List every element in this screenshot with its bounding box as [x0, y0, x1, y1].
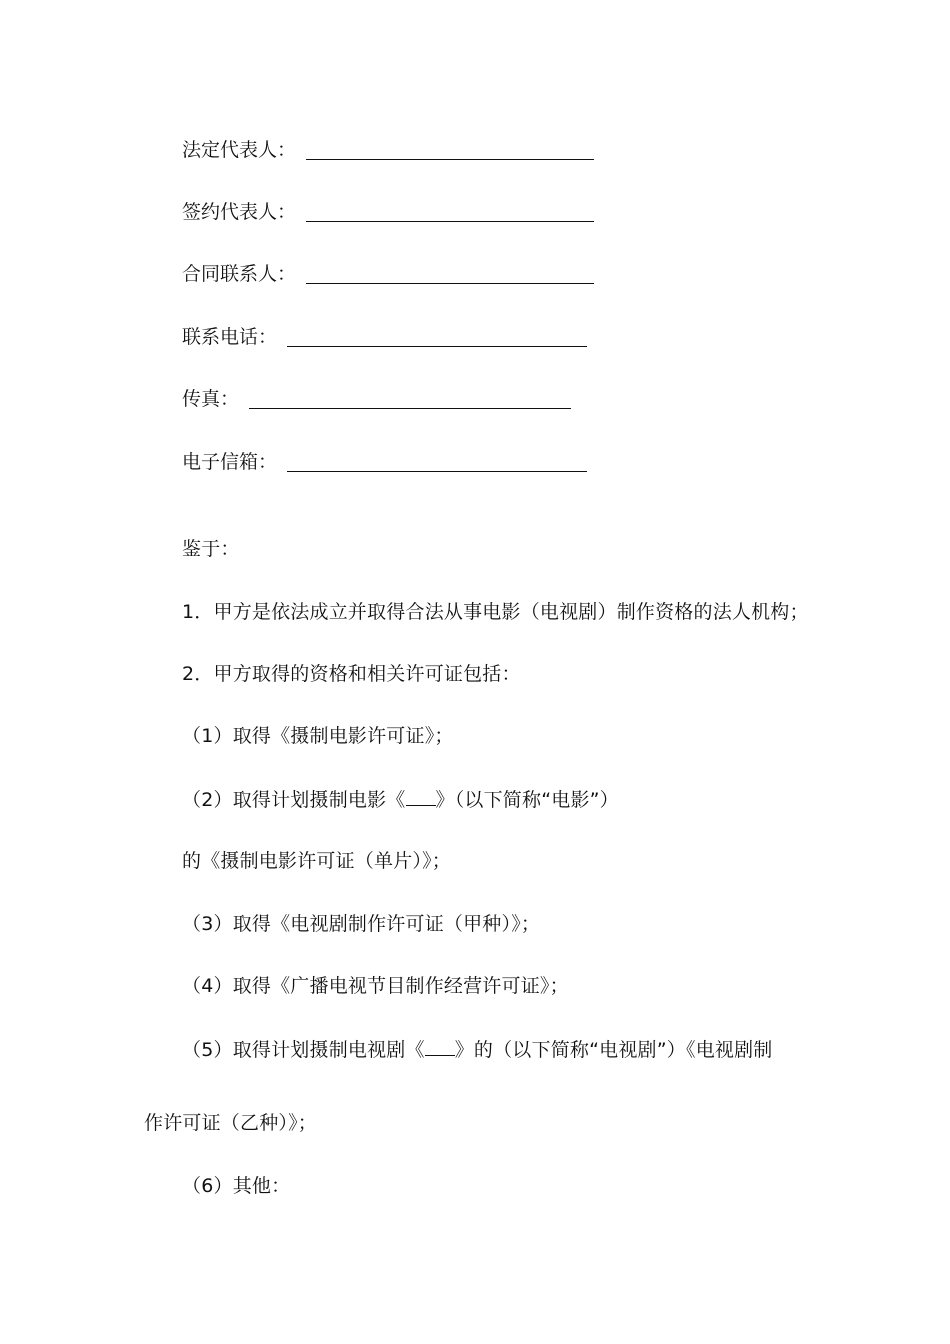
sub-clause-2-suffix: 》（以下简称“电影”） [435, 789, 619, 811]
fax-blank[interactable] [249, 388, 571, 409]
signing-representative-label: 签约代表人： [182, 201, 297, 223]
email-blank[interactable] [287, 451, 587, 472]
fax-field [182, 383, 571, 411]
sub-clause-6: （6）其他： [182, 1175, 291, 1197]
sub-clause-5-continuation: 作许可证（乙种）》； [144, 1112, 318, 1134]
phone-blank[interactable] [287, 326, 587, 347]
sub-clause-2 [182, 787, 619, 812]
sub-clause-1: （1）取得《摄制电影许可证》； [182, 725, 454, 747]
email-label: 电子信箱： [182, 451, 278, 473]
legal-representative-blank[interactable] [306, 139, 594, 160]
legal-representative-label: 法定代表人： [182, 139, 297, 161]
sub-clause-4: （4）取得《广播电视节目制作经营许可证》； [182, 975, 569, 997]
contract-contact-field [182, 258, 594, 286]
clause-2: 2．甲方取得的资格和相关许可证包括： [182, 663, 521, 685]
phone-field [182, 321, 587, 349]
signing-representative-field [182, 196, 594, 224]
sub-clause-2-continuation: 的《摄制电影许可证（单片）》； [182, 850, 452, 872]
email-field [182, 446, 587, 474]
film-title-blank[interactable] [406, 787, 436, 806]
signing-representative-blank[interactable] [306, 201, 594, 222]
sub-clause-5-prefix: （5）取得计划摄制电视剧《 [182, 1039, 425, 1061]
legal-representative-field [182, 134, 594, 162]
sub-clause-5-suffix: 》的（以下简称“电视剧”）《电视剧制 [454, 1039, 773, 1061]
phone-label: 联系电话： [182, 326, 278, 348]
sub-clause-2-prefix: （2）取得计划摄制电影《 [182, 789, 406, 811]
clause-1: 1．甲方是依法成立并取得合法从事电影（电视剧）制作资格的法人机构； [182, 601, 809, 623]
tv-series-title-blank[interactable] [425, 1037, 455, 1056]
fax-label: 传真： [182, 388, 240, 410]
contract-contact-label: 合同联系人： [182, 263, 297, 285]
whereas-heading: 鉴于： [182, 538, 240, 560]
contract-contact-blank[interactable] [306, 263, 594, 284]
sub-clause-5 [182, 1037, 773, 1062]
sub-clause-3: （3）取得《电视剧制作许可证（甲种）》； [182, 913, 541, 935]
